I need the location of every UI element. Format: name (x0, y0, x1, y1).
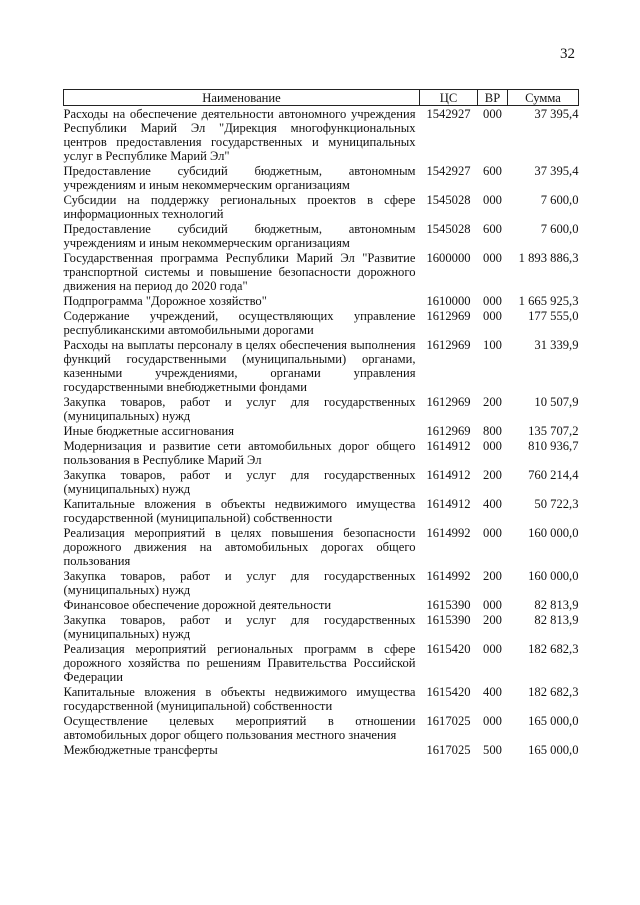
table-row (64, 250, 579, 293)
row-vr: 200 (483, 468, 502, 482)
row-sum: 165 000,0 (528, 714, 579, 728)
header-vr: ВР (478, 90, 508, 106)
row-sum: 760 214,4 (528, 468, 579, 482)
row-cs: 1545028 (426, 222, 471, 236)
row-vr: 600 (483, 164, 502, 178)
row-cs: 1612969 (426, 338, 471, 352)
row-vr: 000 (483, 107, 502, 121)
row-vr: 200 (483, 613, 502, 627)
row-cs: 1610000 (426, 294, 471, 308)
row-cs: 1614992 (426, 526, 471, 540)
table-row (64, 337, 579, 394)
table-header (64, 90, 579, 106)
row-sum: 50 722,3 (534, 497, 579, 511)
table-row (64, 293, 579, 308)
row-sum: 1 893 886,3 (518, 251, 579, 265)
table-row (64, 742, 579, 757)
table-row (64, 221, 579, 250)
row-cs: 1612969 (426, 395, 471, 409)
row-name: Капитальные вложения в объекты недвижимого имущества государственной (муниципальной) собственности (63, 685, 416, 713)
row-cs: 1542927 (426, 164, 471, 178)
table-row (64, 192, 579, 221)
row-sum: 31 339,9 (534, 338, 579, 352)
row-cs: 1617025 (426, 714, 471, 728)
row-cs: 1614912 (426, 497, 471, 511)
row-vr: 000 (483, 714, 502, 728)
table-row (64, 525, 579, 568)
budget-table (63, 89, 579, 757)
row-cs: 1614912 (426, 439, 471, 453)
row-sum: 160 000,0 (528, 526, 579, 540)
table-row (64, 163, 579, 192)
row-cs: 1545028 (426, 193, 471, 207)
row-vr: 500 (483, 743, 502, 757)
row-sum: 7 600,0 (540, 193, 579, 207)
table-row (64, 496, 579, 525)
row-vr: 000 (483, 309, 502, 323)
row-vr: 000 (483, 251, 502, 265)
row-sum: 160 000,0 (528, 569, 579, 583)
row-name: Реализация мероприятий в целях повышения безопасности дорожного движения на автомобильных дорогах общего пользования (63, 526, 416, 568)
row-sum: 182 682,3 (528, 685, 579, 699)
row-vr: 000 (483, 193, 502, 207)
table-row (64, 568, 579, 597)
row-name: Предоставление субсидий бюджетным, автономным учреждениям и иным некоммерческим организациям (63, 164, 416, 192)
row-name: Содержание учреждений, осуществляющих управление республиканскими автомобильными дорогами (63, 309, 416, 337)
row-sum: 182 682,3 (528, 642, 579, 656)
header-cs: ЦС (420, 90, 478, 106)
row-name: Расходы на обеспечение деятельности автономного учреждения Республики Марий Эл "Дирекция многофункциональных центров предоставления государственных и муниципальных услуг в Республике Марий Эл" (63, 107, 416, 163)
row-cs: 1615390 (426, 598, 471, 612)
row-sum: 37 395,4 (534, 164, 579, 178)
row-name: Субсидии на поддержку региональных проектов в сфере информационных технологий (63, 193, 416, 221)
row-cs: 1600000 (426, 251, 471, 265)
row-vr: 000 (483, 294, 502, 308)
row-name: Осуществление целевых мероприятий в отношении автомобильных дорог общего пользования местного значения (63, 714, 416, 742)
row-cs: 1612969 (426, 309, 471, 323)
row-name: Межбюджетные трансферты (63, 743, 218, 757)
row-cs: 1615420 (426, 642, 471, 656)
row-name: Финансовое обеспечение дорожной деятельности (63, 598, 332, 612)
row-vr: 000 (483, 598, 502, 612)
table-body (64, 106, 579, 758)
row-vr: 000 (483, 526, 502, 540)
row-sum: 165 000,0 (528, 743, 579, 757)
row-cs: 1614992 (426, 569, 471, 583)
table-row (64, 597, 579, 612)
row-sum: 810 936,7 (528, 439, 579, 453)
row-sum: 177 555,0 (528, 309, 579, 323)
row-cs: 1542927 (426, 107, 471, 121)
row-name: Иные бюджетные ассигнования (63, 424, 235, 438)
row-vr: 100 (483, 338, 502, 352)
row-vr: 800 (483, 424, 502, 438)
row-sum: 82 813,9 (534, 613, 579, 627)
table-row (64, 394, 579, 423)
row-name: Капитальные вложения в объекты недвижимого имущества государственной (муниципальной) собственности (63, 497, 416, 525)
table-row (64, 106, 579, 164)
row-sum: 10 507,9 (534, 395, 579, 409)
row-cs: 1617025 (426, 743, 471, 757)
row-sum: 7 600,0 (540, 222, 579, 236)
table-row (64, 438, 579, 467)
table-row (64, 641, 579, 684)
row-name: Закупка товаров, работ и услуг для государственных (муниципальных) нужд (63, 613, 416, 641)
row-name: Подпрограмма "Дорожное хозяйство" (63, 294, 267, 308)
row-name: Модернизация и развитие сети автомобильных дорог общего пользования в Республике Марий Эл (63, 439, 416, 467)
header-sum: Сумма (508, 90, 579, 106)
row-sum: 1 665 925,3 (518, 294, 579, 308)
page-number: 32 (560, 46, 575, 62)
row-vr: 000 (483, 439, 502, 453)
header-name: Наименование (64, 90, 420, 106)
row-sum: 82 813,9 (534, 598, 579, 612)
row-name: Предоставление субсидий бюджетным, автономным учреждениям и иным некоммерческим организациям (63, 222, 416, 250)
row-name: Государственная программа Республики Марий Эл "Развитие транспортной системы и повышение безопасности дорожного движения на период до 2020 года" (63, 251, 416, 293)
row-vr: 400 (483, 685, 502, 699)
row-vr: 200 (483, 569, 502, 583)
row-name: Закупка товаров, работ и услуг для государственных (муниципальных) нужд (63, 395, 416, 423)
row-sum: 37 395,4 (534, 107, 579, 121)
row-cs: 1614912 (426, 468, 471, 482)
row-vr: 200 (483, 395, 502, 409)
row-vr: 400 (483, 497, 502, 511)
row-name: Реализация мероприятий региональных программ в сфере дорожного хозяйства по решениям Правительства Российской Федерации (63, 642, 416, 684)
row-vr: 600 (483, 222, 502, 236)
row-name: Закупка товаров, работ и услуг для государственных (муниципальных) нужд (63, 569, 416, 597)
table-row (64, 423, 579, 438)
table-row (64, 713, 579, 742)
table-row (64, 467, 579, 496)
row-cs: 1615420 (426, 685, 471, 699)
row-name: Закупка товаров, работ и услуг для государственных (муниципальных) нужд (63, 468, 416, 496)
row-sum: 135 707,2 (528, 424, 579, 438)
row-name: Расходы на выплаты персоналу в целях обеспечения выполнения функций государственными (муниципальными) органами, казенными учреждениями, органами управления государственными внебюджетными фондами (63, 338, 416, 394)
row-cs: 1612969 (426, 424, 471, 438)
row-cs: 1615390 (426, 613, 471, 627)
table-row (64, 684, 579, 713)
table-row (64, 308, 579, 337)
row-vr: 000 (483, 642, 502, 656)
table-row (64, 612, 579, 641)
